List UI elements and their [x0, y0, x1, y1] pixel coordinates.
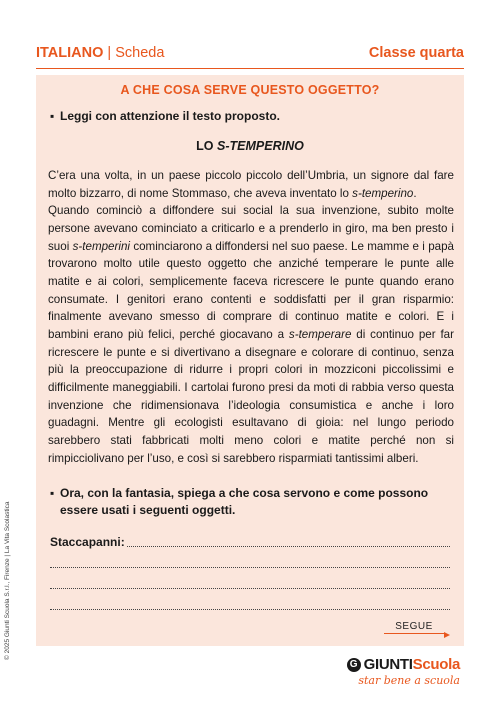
- story-p1-text-c: .: [413, 186, 417, 200]
- logo-brand-part1: GIUNTI: [363, 656, 413, 673]
- copyright-notice: © 2025 Giunti Scuola S.r.l., Firenze | La Vita Scolastica: [4, 501, 11, 660]
- giunti-g-icon: G: [347, 658, 361, 672]
- story-text: [48, 167, 454, 467]
- bullet-icon: ▪: [50, 486, 55, 500]
- next-page-link[interactable]: [384, 621, 444, 634]
- instruction-read: [50, 108, 450, 125]
- bullet-icon: ▪: [50, 109, 55, 123]
- logo-wordmark: [320, 656, 460, 673]
- answer-dotted-line: [50, 587, 450, 589]
- story-title: [36, 139, 464, 153]
- answer-line-1[interactable]: [50, 535, 450, 549]
- story-paragraph-2: [48, 202, 454, 467]
- answer-label: Staccapanni:: [50, 535, 125, 549]
- logo-brand-part2: Scuola: [412, 656, 460, 673]
- header-rule: [36, 68, 464, 69]
- answer-dotted-line: [50, 566, 450, 568]
- publisher-logo: [320, 656, 460, 687]
- story-title-italic: S-TEMPERINO: [217, 139, 304, 153]
- page-header: [36, 42, 464, 64]
- story-p1-text-a: C’era una volta, in un paese piccolo piccolo dell’Umbria, un signore dal fare molto bizzarro, di nome Stommaso, che aveva inventato lo: [48, 169, 454, 200]
- instruction-write-text: Ora, con la fantasia, spiega a che cosa servono e come possono essere usati i seguenti oggetti.: [60, 486, 429, 517]
- story-p2-text-a: Quando cominciò a diffondere sui social la sua invenzione, subito molte persone avevano cominciato a criticarlo e a prenderlo in giro, ma ben presto i suoi: [48, 204, 454, 253]
- answer-line-2[interactable]: [50, 556, 450, 570]
- instruction-read-text: Leggi con attenzione il testo proposto.: [60, 109, 281, 123]
- logo-tagline: star bene a scuola: [358, 674, 460, 687]
- worksheet-title: A CHE COSA SERVE QUESTO OGGETTO?: [120, 83, 380, 97]
- story-p2-text-e: di continuo per far ricrescere le punte e si divertivano a disegnare e colorare di continuo, senza più la preoccupazione di ridurre i propri colori in mozziconi piccolissimi e difficilmente maneggiabili. I cartolai furono presi da moti di rabbia verso questa invenzione che ridimensionava l’ideologia consumistica e anche i loro guadagni. Mentre gli ecologisti esultavano di gioia: nel lungo periodo sarebbero stati fabbricati molti meno colori e matite perché non si rimpicciolivano per l’uso, e così si sarebbero risparmiati tantissimi alberi.: [48, 327, 454, 465]
- sheet-type-label: Scheda: [115, 45, 165, 61]
- story-p1-italic: s-temperino: [352, 186, 414, 200]
- answer-line-4[interactable]: [50, 598, 450, 612]
- segue-label: SEGUE: [395, 621, 433, 632]
- header-left: [36, 45, 164, 61]
- subject-label: ITALIANO: [36, 45, 104, 61]
- answer-dotted-line: [50, 608, 450, 610]
- story-p2-italic-d: s-temperare: [288, 327, 352, 341]
- arrow-right-icon: [444, 632, 450, 638]
- answer-dotted-line: [127, 545, 450, 547]
- instruction-write: [50, 485, 450, 519]
- story-paragraph-1: [48, 167, 454, 202]
- header-separator: |: [107, 45, 112, 61]
- worksheet-panel: [36, 75, 464, 646]
- story-p2-italic-b: s-temperini: [72, 239, 130, 253]
- story-title-prefix: LO: [196, 139, 218, 153]
- grade-label: Classe quarta: [368, 45, 464, 61]
- story-p2-text-c: cominciarono a diffondersi nel suo paese. Le mamme e i papà trovarono molto utile questo oggetto che anziché temperare le punte alle matite e ai colori, semplicemente faceva ricrescere le punte quando erano consumate. I genitori erano contenti e soddisfatti per il gran risparmio: finalmente avevano smesso di comprare di continuo matite e colori. E i bambini erano più felici, perché giocavano a: [48, 239, 454, 341]
- answer-line-3[interactable]: [50, 577, 450, 591]
